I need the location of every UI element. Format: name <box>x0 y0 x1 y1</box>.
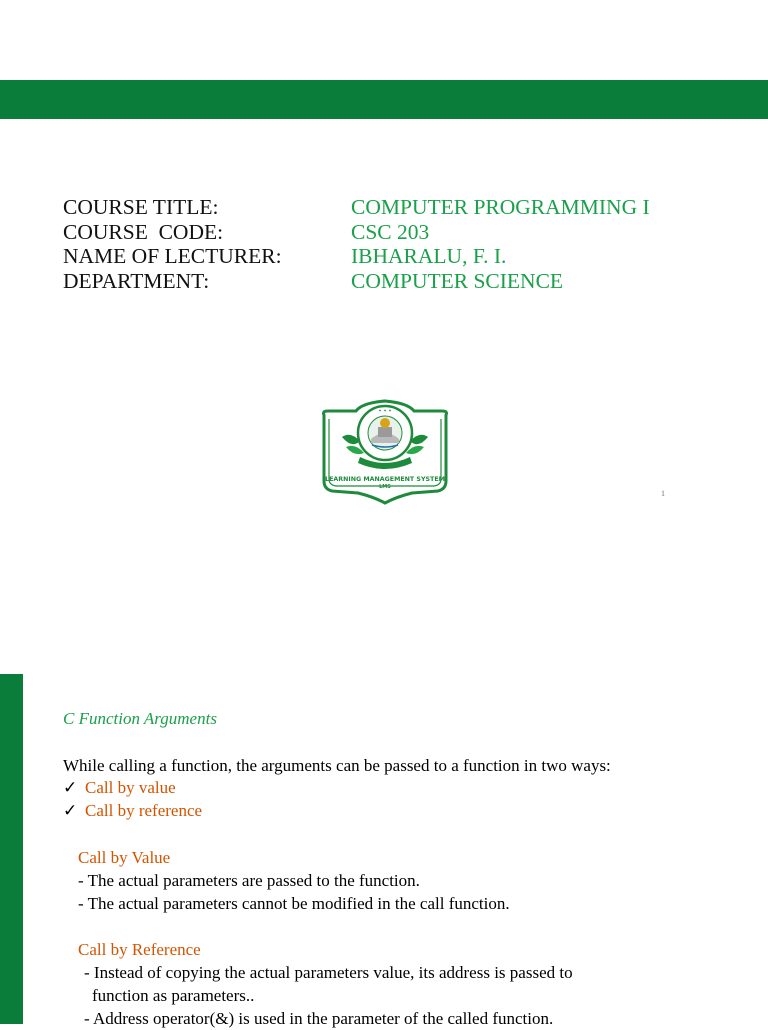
call-by-reference-line: function as parameters.. <box>92 986 255 1005</box>
course-code-label: COURSE CODE: <box>63 219 224 244</box>
header-bar <box>0 80 768 119</box>
call-by-reference-title: Call by Reference <box>78 940 201 959</box>
department-value: COMPUTER SCIENCE <box>351 268 564 293</box>
checklist-item <box>63 776 176 799</box>
content-slide <box>0 674 768 1028</box>
svg-text:✦ ✦ ✦: ✦ ✦ ✦ <box>378 408 392 413</box>
call-by-value-title: Call by Value <box>78 848 171 867</box>
slide-heading: C Function Arguments <box>63 709 217 728</box>
call-by-reference-line: - Address operator(&) is used in the parameter of the called function. <box>84 1009 554 1028</box>
lms-logo <box>316 397 454 507</box>
svg-text:LMS: LMS <box>379 484 391 490</box>
department-label: DEPARTMENT: <box>63 268 210 293</box>
checklist-label: Call by reference <box>85 801 203 820</box>
call-by-value-line: - The actual parameters cannot be modified in the call function. <box>78 894 510 913</box>
checklist-label: Call by value <box>85 778 176 797</box>
course-title-value: COMPUTER PROGRAMMING I <box>351 195 650 219</box>
check-icon: ✓ <box>63 778 78 797</box>
check-icon: ✓ <box>63 801 78 820</box>
svg-text:LEARNING MANAGEMENT SYSTEM: LEARNING MANAGEMENT SYSTEM <box>325 476 445 483</box>
lecturer-value: IBHARALU, F. I. <box>351 244 507 268</box>
page-number: 1 <box>661 489 665 498</box>
call-by-reference-line: - Instead of copying the actual parameters value, its address is passed to <box>84 963 573 982</box>
university-seal <box>358 406 412 460</box>
checklist-item <box>63 799 202 822</box>
course-title-label: COURSE TITLE: <box>63 195 219 219</box>
intro-text: While calling a function, the arguments can be passed to a function in two ways: <box>63 756 611 775</box>
call-by-value-line: - The actual parameters are passed to the function. <box>78 871 420 890</box>
side-bar <box>0 674 23 1024</box>
lecturer-label: NAME OF LECTURER: <box>63 244 282 268</box>
course-code-value: CSC 203 <box>351 219 430 244</box>
